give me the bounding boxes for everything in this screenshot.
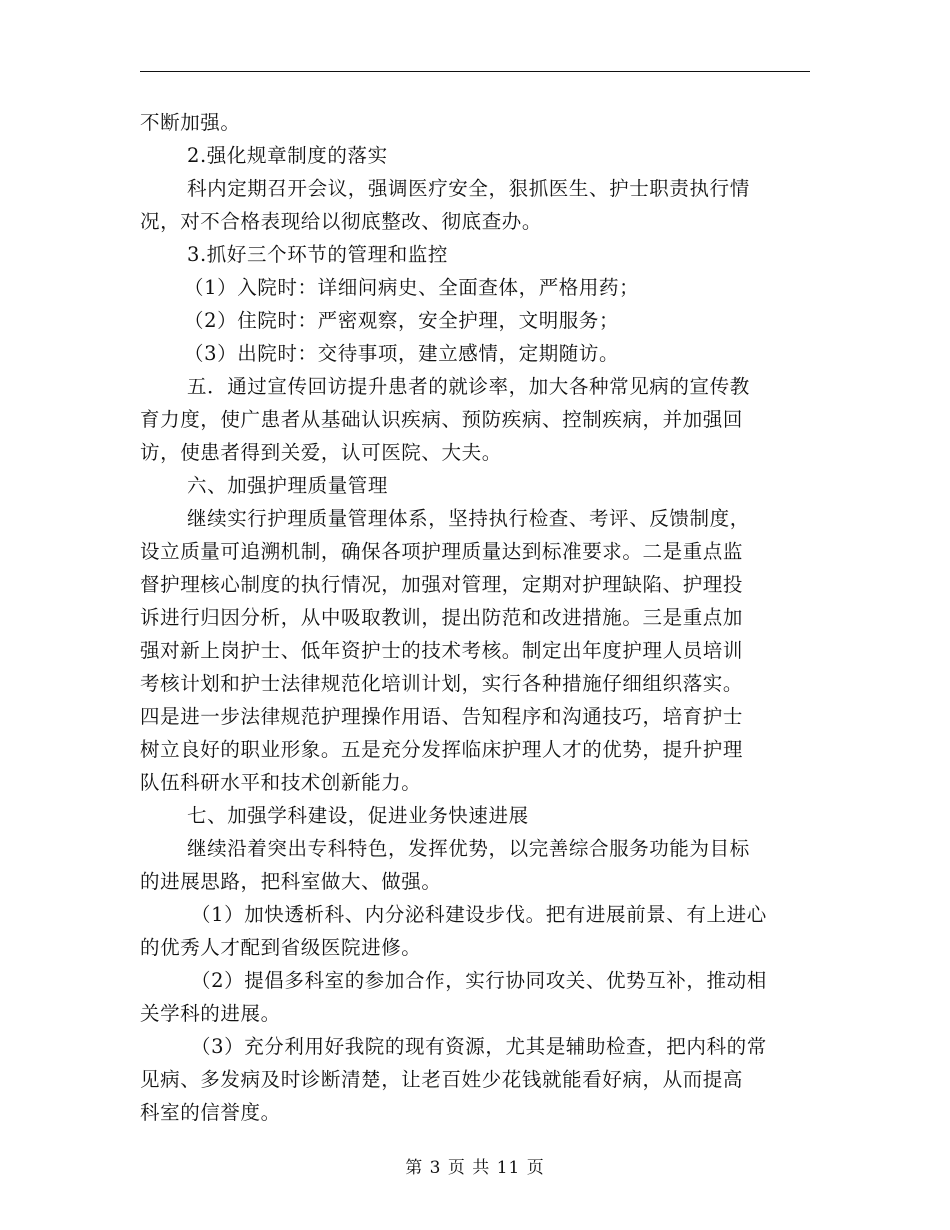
text-line: 四是进一步法律规范护理操作用语、告知程序和沟通技巧，培育护士 (140, 705, 744, 728)
text-line: （3）充分利用好我院的现有资源，尤其是辅助检查，把内科的常 (191, 1035, 767, 1058)
text-line: 五．通过宣传回访提升患者的就诊率，加大各种常见病的宣传教 (187, 375, 750, 398)
text-line: 不断加强。 (140, 111, 241, 134)
text-line: 2.强化规章制度的落实 (187, 144, 388, 167)
text-line: 诉进行归因分析，从中吸取教训，提出防范和改进措施。三是重点加 (140, 606, 744, 629)
text-line: 科内定期召开会议，强调医疗安全，狠抓医生、护士职责执行情 (187, 177, 750, 200)
text-line: 见病、多发病及时诊断清楚，让老百姓少花钱就能看好病，从而提高 (140, 1068, 744, 1091)
text-line: 督护理核心制度的执行情况，加强对管理，定期对护理缺陷、护理投 (140, 573, 744, 596)
text-line: 科室的信誉度。 (140, 1101, 281, 1124)
text-line: 关学科的进展。 (140, 1002, 281, 1025)
text-line: 队伍科研水平和技术创新能力。 (140, 771, 422, 794)
text-line: 的进展思路，把科室做大、做强。 (140, 870, 442, 893)
text-line: 育力度，使广患者从基础认识疾病、预防疾病、控制疾病，并加强回 (140, 408, 744, 431)
text-line: 的优秀人才配到省级医院进修。 (140, 936, 422, 959)
text-line: （2）住院时：严密观察，安全护理，文明服务； (184, 309, 620, 332)
text-line: 强对新上岗护士、低年资护士的技术考核。制定出年度护理人员培训 (140, 639, 744, 662)
text-line: 继续实行护理质量管理体系，坚持执行检查、考评、反馈制度， (187, 507, 750, 530)
text-line: 考核计划和护士法律规范化培训计划，实行各种措施仔细组织落实。 (140, 672, 744, 695)
text-line: 3.抓好三个环节的管理和监控 (187, 243, 449, 266)
text-line: 继续沿着突出专科特色，发挥优势，以完善综合服务功能为目标 (187, 837, 750, 860)
text-line: 七、加强学科建设，促进业务快速进展 (187, 804, 529, 827)
text-line: 六、加强护理质量管理 (187, 474, 389, 497)
text-line: 树立良好的职业形象。五是充分发挥临床护理人才的优势，提升护理 (140, 738, 744, 761)
text-line: 况，对不合格表现给以彻底整改、彻底查办。 (140, 210, 543, 233)
page-number: 第 3 页 共 11 页 (405, 1158, 545, 1178)
text-line: 访，使患者得到关爱，认可医院、大夫。 (140, 441, 502, 464)
text-line: （1）加快透析科、内分泌科建设步伐。把有进展前景、有上进心 (191, 903, 767, 926)
header-rule (140, 71, 810, 72)
text-line: （2）提倡多科室的参加合作，实行协同攻关、优势互补，推动相 (191, 969, 767, 992)
text-line: （3）出院时：交待事项，建立感情，定期随访。 (184, 342, 620, 365)
text-line: （1）入院时：详细问病史、全面查体，严格用药； (184, 276, 640, 299)
text-line: 设立质量可追溯机制，确保各项护理质量达到标准要求。二是重点监 (140, 540, 744, 563)
document-body (140, 106, 810, 1129)
